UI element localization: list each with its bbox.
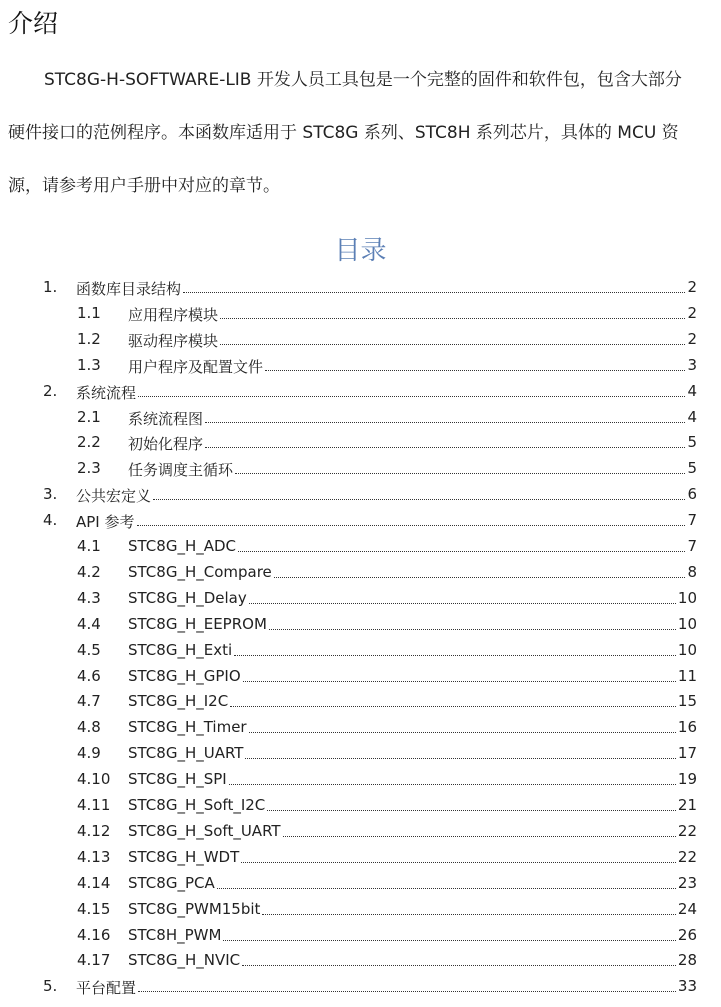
toc-dot-leader: [205, 447, 685, 448]
toc-dot-leader: [267, 810, 676, 811]
toc-dot-leader: [241, 862, 676, 863]
toc-dot-leader: [243, 681, 676, 682]
toc-entry-number: 4.16: [77, 926, 111, 944]
toc-entry[interactable]: [0, 457, 721, 481]
toc-entry-title[interactable]: 系统流程: [76, 384, 137, 402]
toc-entry-page: 24: [677, 900, 697, 918]
toc-entry-number: 3.: [43, 485, 58, 503]
toc-entry-page: 11: [677, 667, 697, 685]
toc-entry-page: 2: [687, 278, 697, 296]
toc-entry-title[interactable]: 用户程序及配置文件: [128, 358, 264, 376]
toc-entry-page: 22: [677, 822, 697, 840]
toc-entry-page: 7: [687, 511, 697, 529]
toc-entry-number: 2.2: [77, 433, 101, 451]
toc-entry[interactable]: [0, 276, 721, 300]
toc-entry-title[interactable]: STC8G_H_Timer: [128, 718, 247, 736]
toc-entry-number: 1.: [43, 278, 58, 296]
toc-entry[interactable]: [0, 613, 721, 637]
toc-entry-page: 21: [677, 796, 697, 814]
toc-entry-page: 7: [687, 537, 697, 555]
toc-entry-title[interactable]: 驱动程序模块: [128, 332, 219, 350]
toc-entry-number: 1.2: [77, 330, 101, 348]
toc-entry-page: 4: [687, 408, 697, 426]
toc-entry-title[interactable]: STC8G_H_Soft_I2C: [128, 796, 266, 814]
toc-entry-page: 26: [677, 926, 697, 944]
toc-entry[interactable]: [0, 328, 721, 352]
toc-entry-title[interactable]: 任务调度主循环: [128, 461, 234, 479]
toc-entry-number: 4.3: [77, 589, 101, 607]
toc-entry[interactable]: [0, 898, 721, 922]
toc-entry-number: 4.9: [77, 744, 101, 762]
toc-dot-leader: [265, 370, 685, 371]
toc-entry-number: 4.1: [77, 537, 101, 555]
toc-entry-title[interactable]: STC8G_H_I2C: [128, 692, 229, 710]
toc-dot-leader: [217, 888, 676, 889]
toc-dot-leader: [138, 396, 685, 397]
toc-entry[interactable]: [0, 872, 721, 896]
toc-entry[interactable]: [0, 354, 721, 378]
toc-entry-number: 4.5: [77, 641, 101, 659]
toc-entry[interactable]: [0, 509, 721, 533]
toc-entry[interactable]: [0, 302, 721, 326]
toc-entry-number: 4.8: [77, 718, 101, 736]
toc-dot-leader: [138, 991, 676, 992]
toc-entry-page: 8: [687, 563, 697, 581]
toc-entry-title[interactable]: 公共宏定义: [76, 487, 152, 505]
toc-entry-page: 17: [677, 744, 697, 762]
toc-dot-leader: [249, 732, 676, 733]
toc-dot-leader: [283, 836, 676, 837]
toc-entry-number: 2.3: [77, 459, 101, 477]
toc-entry-title[interactable]: STC8G_H_SPI: [128, 770, 227, 788]
toc-entry[interactable]: [0, 975, 721, 999]
toc-entry-title[interactable]: 系统流程图: [128, 410, 204, 428]
toc-entry[interactable]: [0, 820, 721, 844]
toc-entry-page: 10: [677, 641, 697, 659]
toc-entry-title[interactable]: STC8G_H_NVIC: [128, 951, 241, 969]
toc-entry-page: 4: [687, 382, 697, 400]
toc-entry[interactable]: [0, 742, 721, 766]
toc-dot-leader: [137, 525, 685, 526]
toc-entry-number: 1.1: [77, 304, 101, 322]
toc-entry[interactable]: [0, 716, 721, 740]
toc-entry[interactable]: [0, 406, 721, 430]
toc-entry-title[interactable]: STC8G_PWM15bit: [128, 900, 261, 918]
toc-dot-leader: [249, 603, 676, 604]
toc-entry[interactable]: [0, 846, 721, 870]
toc-entry-page: 19: [677, 770, 697, 788]
toc-entry[interactable]: [0, 431, 721, 455]
toc-entry[interactable]: [0, 665, 721, 689]
toc-entry-page: 28: [677, 951, 697, 969]
toc-entry-title[interactable]: 应用程序模块: [128, 306, 219, 324]
toc-dot-leader: [220, 318, 685, 319]
toc-entry-title[interactable]: API 参考: [76, 513, 135, 531]
toc-entry-page: 2: [687, 330, 697, 348]
toc-dot-leader: [262, 914, 676, 915]
toc-entry-number: 4.17: [77, 951, 111, 969]
toc-entry-title[interactable]: 平台配置: [76, 979, 137, 997]
toc-entry-title[interactable]: STC8G_H_EEPROM: [128, 615, 267, 633]
toc-entry-page: 33: [677, 977, 697, 995]
toc-dot-leader: [205, 422, 685, 423]
toc-entry-page: 15: [677, 692, 697, 710]
intro-paragraph: STC8G-H-SOFTWARE-LIB 开发人员工具包是一个完整的固件和软件包，包含大部分硬件接口的范例程序。本函数库适用于 STC8G 系列、STC8H 系列芯片，具体的 MCU 资源，请参考用户手册中对应的章节。: [8, 70, 682, 196]
toc-entry-number: 2.1: [77, 408, 101, 426]
toc-entry-title[interactable]: STC8G_H_ADC: [128, 537, 237, 555]
toc-entry-title[interactable]: STC8G_H_WDT: [128, 848, 240, 866]
toc-entry[interactable]: [0, 561, 721, 585]
toc-entry-number: 4.15: [77, 900, 111, 918]
toc-entry-title[interactable]: STC8G_H_GPIO: [128, 667, 241, 685]
toc-entry-page: 3: [687, 356, 697, 374]
toc-entry[interactable]: [0, 924, 721, 948]
toc-dot-leader: [245, 758, 676, 759]
toc-title: 目录: [334, 236, 387, 266]
toc-dot-leader: [223, 940, 676, 941]
toc-entry-title[interactable]: STC8G_H_Soft_UART: [128, 822, 281, 840]
toc-entry-page: 16: [677, 718, 697, 736]
toc-dot-leader: [274, 577, 685, 578]
toc-entry[interactable]: [0, 768, 721, 792]
toc-entry-number: 4.11: [77, 796, 111, 814]
toc-dot-leader: [220, 344, 685, 345]
toc-entry-number: 2.: [43, 382, 58, 400]
toc-dot-leader: [238, 551, 685, 552]
toc-entry-title[interactable]: STC8G_H_Exti: [128, 641, 233, 659]
toc-entry-number: 4.4: [77, 615, 101, 633]
toc-entry-page: 5: [687, 459, 697, 477]
toc-entry-page: 22: [677, 848, 697, 866]
toc-entry[interactable]: [0, 535, 721, 559]
toc-entry-title[interactable]: STC8G_PCA: [128, 874, 215, 892]
toc-entry-number: 4.13: [77, 848, 111, 866]
toc-entry[interactable]: [0, 380, 721, 404]
toc-entry-number: 5.: [43, 977, 58, 995]
toc-entry[interactable]: [0, 639, 721, 663]
toc-entry-title[interactable]: 函数库目录结构: [76, 280, 182, 298]
toc-entry-number: 4.7: [77, 692, 101, 710]
toc-dot-leader: [230, 706, 676, 707]
toc-entry-title[interactable]: STC8H_PWM: [128, 926, 222, 944]
toc-entry-number: 4.10: [77, 770, 111, 788]
toc-entry-number: 4.6: [77, 667, 101, 685]
toc-dot-leader: [269, 629, 676, 630]
toc-entry-title[interactable]: STC8G_H_Delay: [128, 589, 247, 607]
toc-dot-leader: [183, 292, 685, 293]
toc-entry-page: 10: [677, 589, 697, 607]
toc-entry-title[interactable]: STC8G_H_Compare: [128, 563, 272, 581]
section-heading: 介绍: [8, 9, 59, 38]
toc-entry[interactable]: [0, 483, 721, 507]
toc-entry-page: 5: [687, 433, 697, 451]
toc-dot-leader: [242, 965, 676, 966]
toc-entry-number: 4.: [43, 511, 58, 529]
toc-entry[interactable]: [0, 690, 721, 714]
toc-entry-page: 6: [687, 485, 697, 503]
toc-dot-leader: [235, 473, 685, 474]
toc-entry-page: 23: [677, 874, 697, 892]
toc-entry-page: 10: [677, 615, 697, 633]
toc-entry-page: 2: [687, 304, 697, 322]
toc-entry-title[interactable]: 初始化程序: [128, 435, 204, 453]
toc-entry-number: 4.14: [77, 874, 111, 892]
toc-entry[interactable]: [0, 794, 721, 818]
toc-entry-number: 1.3: [77, 356, 101, 374]
toc-dot-leader: [234, 655, 676, 656]
toc-entry-title[interactable]: STC8G_H_UART: [128, 744, 244, 762]
toc-entry-number: 4.2: [77, 563, 101, 581]
toc-entry[interactable]: [0, 587, 721, 611]
toc-entry[interactable]: [0, 949, 721, 973]
toc-entry-number: 4.12: [77, 822, 111, 840]
toc-dot-leader: [229, 784, 676, 785]
toc-dot-leader: [153, 499, 685, 500]
